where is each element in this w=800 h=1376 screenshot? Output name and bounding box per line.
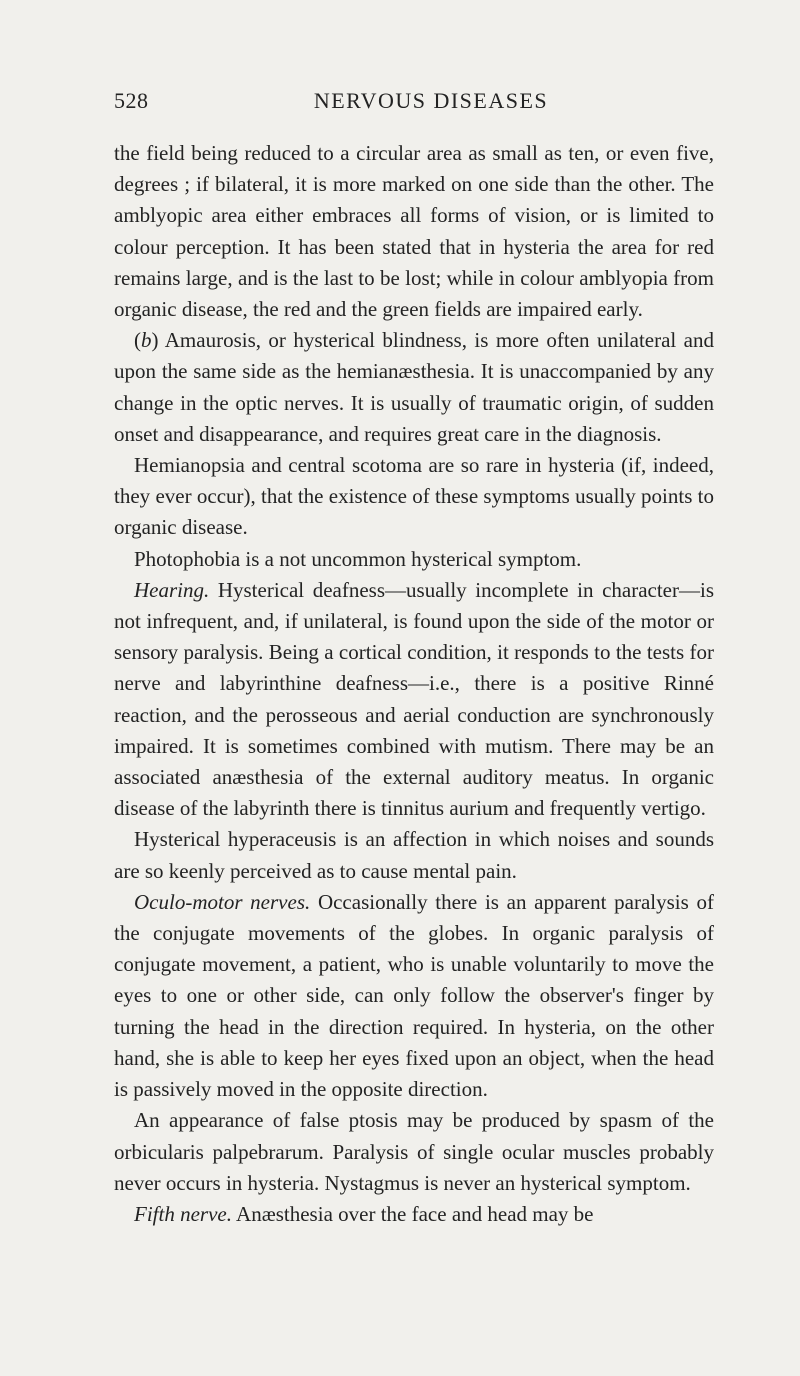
running-head: NERVOUS DISEASES: [313, 88, 549, 113]
paragraph-ptosis: An appearance of false ptosis may be produced by spasm of the orbicularis palpebrarum. Paralysis of single ocular muscles probably never occurs in hysteria. Nystagmus is never an hysterical symptom.: [114, 1108, 714, 1195]
paragraph-hearing: Hearing. Hysterical deafness—usually incomplete in character—is not infrequent, and, if unilateral, is found upon the side of the motor or sensory paralysis. Being a cortical condition, it responds to the tests for nerve and labyrinthine deafness—i.e., there is a positive Rinné reaction, and the perosseous and aerial conduction are synchronously impaired. It is sometimes combined with mutism. There may be an associated anæsthesia of the external auditory meatus. In organic disease of the labyrinth there is tinnitus aurium and frequently vertigo.: [114, 577, 714, 821]
page-header: [114, 88, 714, 118]
body-text: [114, 138, 714, 1230]
paragraph-hemianopsia: Hemianopsia and central scotoma are so rare in hysteria (if, indeed, they ever occur), that the existence of these symptoms usually points to organic disease.: [114, 453, 714, 540]
section-lead-oculo-motor: Oculo-motor nerves.: [134, 889, 311, 914]
section-lead-fifth-nerve: Fifth nerve.: [134, 1201, 232, 1226]
paragraph-photophobia: Photophobia is a not uncommon hysterical symptom.: [134, 546, 582, 571]
section-lead-hearing: Hearing.: [134, 577, 210, 602]
paragraph-amaurosis: (b) Amaurosis, or hysterical blindness, is more often unilateral and upon the same side as the hemianæsthesia. It is unaccompanied by any change in the optic nerves. It is usually of traumatic origin, of sudden onset and disappearance, and requires great care in the diagnosis.: [114, 328, 714, 446]
page-number: 528: [114, 88, 149, 113]
paragraph-oculo-motor: Oculo-motor nerves. Occasionally there is an apparent paralysis of the conjugate movements of the globes. In organic paralysis of conjugate movement, a patient, who is unable voluntarily to move the eyes to one or other side, can only follow the observer's finger by turning the head in the direction required. In hysteria, on the other hand, she is able to keep her eyes fixed upon an object, when the head is passively moved in the opposite direction.: [114, 889, 714, 1102]
list-label: b: [141, 328, 152, 353]
paragraph-hyperaceusis: Hysterical hyperaceusis is an affection in which noises and sounds are so keenly perceived as to cause mental pain.: [114, 827, 714, 883]
paragraph-fifth-nerve: Fifth nerve. Anæsthesia over the face and head may be: [134, 1201, 594, 1226]
paragraph-field-reduction: the field being reduced to a circular area as small as ten, or even five, degrees ; if bilateral, it is more marked on one side than the other. The amblyopic area either embraces all forms of vision, or is limited to colour perception. It has been stated that in hysteria the area for red remains large, and is the last to be lost; while in colour amblyopia from organic disease, the red and the green fields are impaired early.: [114, 141, 714, 322]
